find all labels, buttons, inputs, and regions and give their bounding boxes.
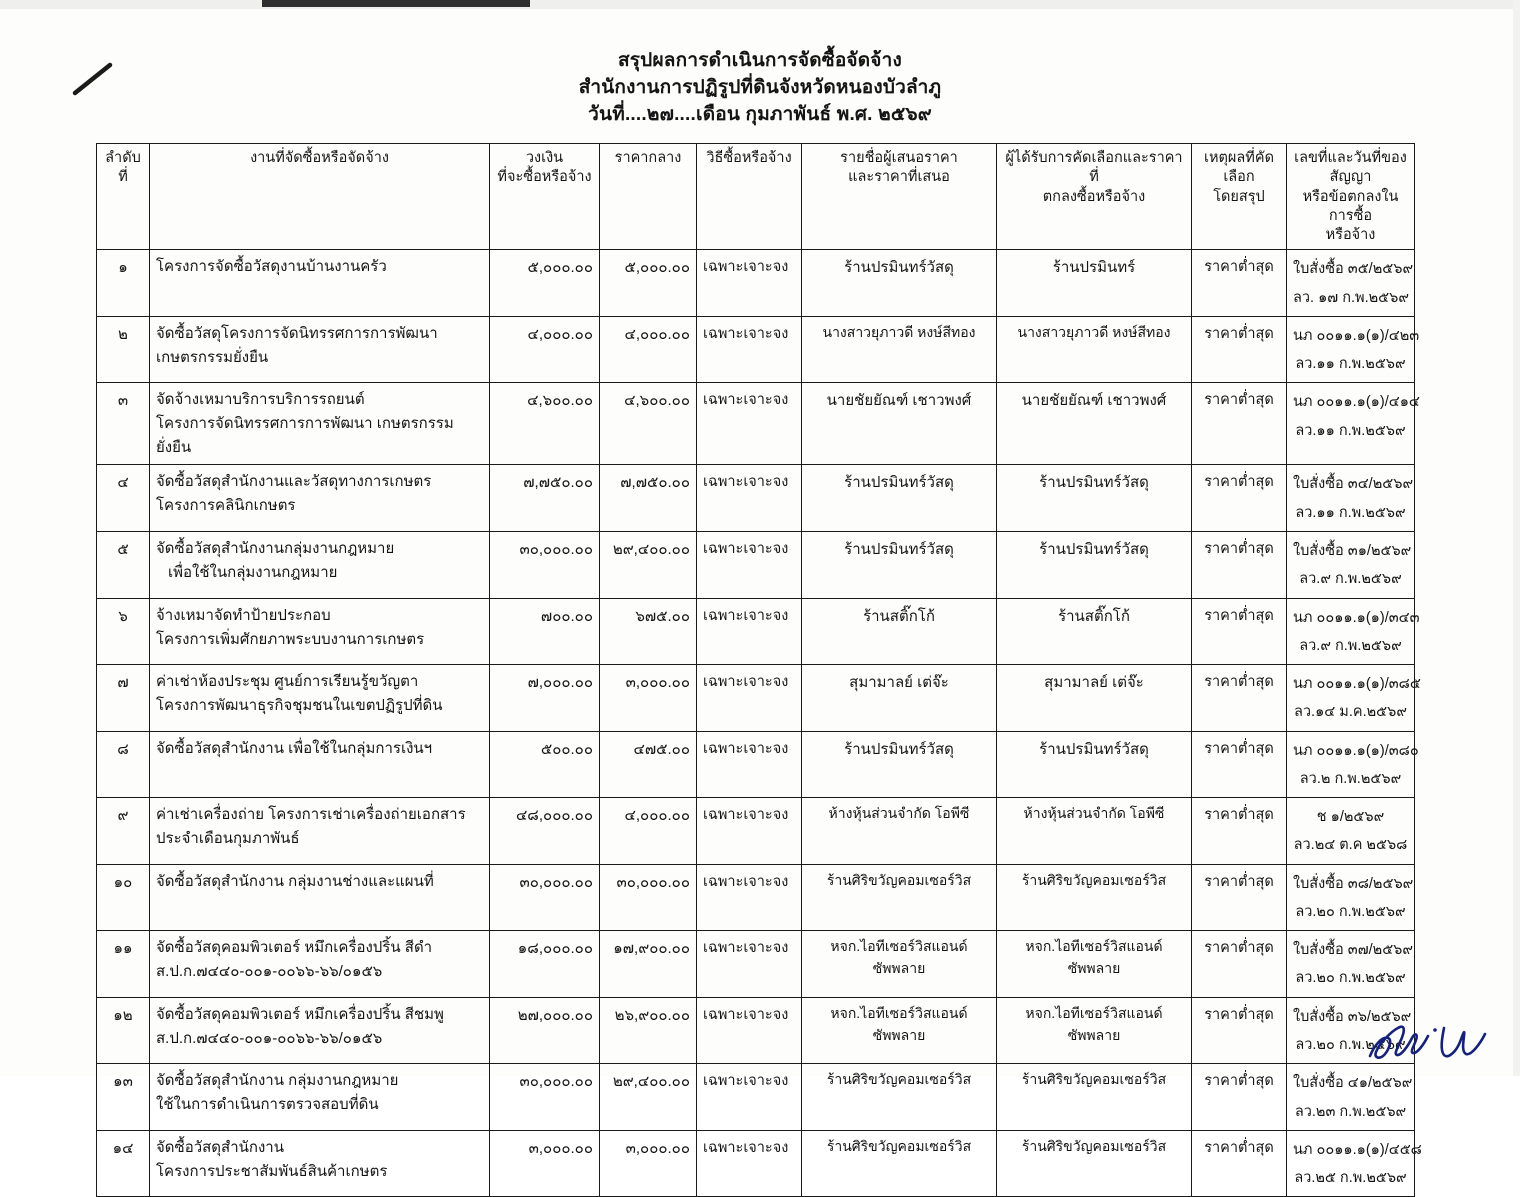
cell-reason: ราคาต่ำสุด [1192,665,1287,732]
cell-contract [1287,465,1415,532]
column-header-contract-line2: หรือข้อตกลงในการซื้อ [1302,188,1399,224]
column-header-budget [490,144,600,250]
contract-date: ลว.๒๐ ก.พ.๒๕๖๙ [1295,1036,1406,1053]
contract-number: นภ ๐๐๑๑.๑(๑)/๔๒๓ [1293,327,1420,344]
cell-budget: ๓๐,๐๐๐.๐๐ [490,532,600,599]
contract-number: ช ๑/๒๕๖๙ [1316,809,1385,826]
cell-method: เฉพาะเจาะจง [697,1064,802,1131]
cell-winner: ร้านปรมินทร์ [997,250,1192,317]
cell-work [150,465,490,532]
cell-reason: ราคาต่ำสุด [1192,532,1287,599]
cell-method: เฉพาะเจาะจง [697,931,802,998]
cell-budget: ๗,๐๐๐.๐๐ [490,665,600,732]
cell-bidder: ร้านศิริขวัญคอมเซอร์วิส [802,1064,997,1131]
contract-number: ใบสั่งซื้อ ๓๘/๒๕๖๙ [1293,875,1414,892]
work-line-2: ประจำเดือนกุมภาพันธ์ [156,830,300,848]
table-row [97,383,1415,465]
work-line-2: โครงการคลินิกเกษตร [156,497,296,515]
cell-budget: ๔,๐๐๐.๐๐ [490,316,600,383]
contract-date: ลว.๒ ก.พ.๒๕๖๙ [1299,770,1402,787]
cell-budget: ๗๐๐.๐๐ [490,598,600,665]
work-line-1: จัดซื้อวัสดุสำนักงานและวัสดุทางการเกษตร [156,473,432,491]
cell-reason: ราคาต่ำสุด [1192,798,1287,865]
column-header-bidders-line1: รายชื่อผู้เสนอราคา [840,150,958,166]
contract-number: ใบสั่งซื้อ ๓๗/๒๕๖๙ [1293,942,1413,959]
contract-number: ใบสั่งซื้อ ๓๕/๒๕๖๙ [1293,261,1414,278]
cell-budget: ๔,๖๐๐.๐๐ [490,383,600,465]
cell-budget: ๓,๐๐๐.๐๐ [490,1130,600,1197]
column-header-budget-line1: วงเงิน [525,150,564,166]
contract-date: ลว.๒๓ ก.พ.๒๕๖๙ [1294,1103,1407,1120]
work-line-1: จัดซื้อวัสดุสำนักงาน เพื่อใช้ในกลุ่มการเงินฯ [156,739,433,757]
title-line-2: สำนักงานการปฏิรูปที่ดินจังหวัดหนองบัวลำภู [578,76,942,98]
cell-budget: ๕๐๐.๐๐ [490,731,600,798]
contract-date: ลว.๒๔ ต.ค ๒๕๖๘ [1293,837,1408,854]
title-line-1: สรุปผลการดำเนินการจัดซื้อจัดจ้าง [617,50,902,71]
cell-bidder: หจก.ไอทีเซอร์วิสแอนด์ซัพพลาย [802,997,997,1064]
cell-seq: ๑๐ [97,864,150,931]
cell-budget: ๓๐,๐๐๐.๐๐ [490,864,600,931]
cell-seq: ๔ [97,465,150,532]
contract-number: นภ ๐๐๑๑.๑(๑)/๓๘๕ [1293,676,1421,693]
cell-median-price: ๑๗,๙๐๐.๐๐ [600,931,697,998]
cell-reason: ราคาต่ำสุด [1192,1130,1287,1197]
cell-median-price: ๓,๐๐๐.๐๐ [600,665,697,732]
cell-bidder: นางสาวยุภาวดี หงษ์สีทอง [802,316,997,383]
cell-winner: ร้านศิริขวัญคอมเซอร์วิส [997,1130,1192,1197]
header-row [97,144,1415,250]
cell-winner: หจก.ไอทีเซอร์วิสแอนด์ซัพพลาย [997,931,1192,998]
contract-date: ลว.๑๑ ก.พ.๒๕๖๙ [1295,504,1406,521]
cell-budget: ๔๘,๐๐๐.๐๐ [490,798,600,865]
scan-edge-top [0,0,1520,9]
cell-median-price: ๓,๐๐๐.๐๐ [600,1130,697,1197]
work-line-1: จัดซื้อวัสดุสำนักงาน กลุ่มงานช่างและแผนที่ [156,872,434,890]
cell-contract [1287,383,1420,465]
cell-winner: นางสาวยุภาวดี หงษ์สีทอง [997,316,1192,383]
work-line-2: ส.ป.ก.๗๔๔๐-๐๐๑-๐๐๖๖-๖๖/๐๑๕๖ [156,1029,383,1047]
cell-winner: ร้านศิริขวัญคอมเซอร์วิส [997,1064,1192,1131]
cell-work [150,864,490,931]
cell-median-price: ๗,๗๕๐.๐๐ [600,465,697,532]
approver-signature [1352,1012,1502,1070]
cell-median-price: ๒๙,๔๐๐.๐๐ [600,1064,697,1131]
cell-method: เฉพาะเจาะจง [697,997,802,1064]
work-line-2: ส.ป.ก.๗๔๔๐-๐๐๑-๐๐๖๖-๖๖/๐๑๕๖ [156,963,383,981]
cell-winner: ร้านปรมินทร์วัสดุ [997,731,1192,798]
cell-contract [1287,731,1419,798]
cell-winner: ร้านปรมินทร์วัสดุ [997,465,1192,532]
work-line-1: จัดซื้อวัสดุสำนักงานกลุ่มงานกฎหมาย [156,540,395,557]
cell-method: เฉพาะเจาะจง [697,532,802,599]
cell-median-price: ๖๗๕.๐๐ [600,598,697,665]
cell-work [150,598,490,665]
contract-number: นภ ๐๐๑๑.๑(๑)/๓๔๓ [1293,609,1420,626]
cell-contract [1287,931,1415,998]
cell-contract [1287,598,1420,665]
cell-median-price: ๔,๐๐๐.๐๐ [600,798,697,865]
cell-seq: ๘ [97,731,150,798]
work-line-1: จัดซื้อวัสดุคอมพิวเตอร์ หมึกเครื่องปริ้น สีดำ [156,939,433,957]
cell-seq: ๒ [97,316,150,383]
column-header-work: งานที่จัดซื้อหรือจัดจ้าง [150,144,490,250]
cell-method: เฉพาะเจาะจง [697,864,802,931]
cell-seq: ๑๔ [97,1130,150,1197]
table-row [97,731,1415,798]
work-line-2: ใช้ในการดำเนินการตรวจสอบที่ดิน [156,1096,379,1114]
column-header-contract-line1: เลขที่และวันที่ของสัญญา [1294,150,1407,186]
cell-contract [1287,1130,1422,1197]
work-line-1: จัดซื้อวัสดุโครงการจัดนิทรรศการการพัฒนา [156,324,438,342]
title-line-3: วันที่....๒๗....เดือน กุมภาพันธ์ พ.ศ. ๒๕๖๙ [588,103,932,125]
table-row [97,798,1415,865]
cell-bidder: ร้านศิริขวัญคอมเซอร์วิส [802,864,997,931]
cell-bidder: หจก.ไอทีเซอร์วิสแอนด์ซัพพลาย [802,931,997,998]
table-row [97,465,1415,532]
cell-bidder: ร้านปรมินทร์วัสดุ [802,731,997,798]
cell-median-price: ๒๖,๙๐๐.๐๐ [600,997,697,1064]
cell-reason: ราคาต่ำสุด [1192,316,1287,383]
column-header-bidders [802,144,997,250]
cell-work [150,250,490,317]
column-header-winner [997,144,1192,250]
cell-method: เฉพาะเจาะจง [697,665,802,732]
cell-reason: ราคาต่ำสุด [1192,1064,1287,1131]
cell-reason: ราคาต่ำสุด [1192,997,1287,1064]
cell-contract [1287,864,1415,931]
table-row [97,532,1415,599]
table-row [97,665,1415,732]
cell-bidder: ร้านศิริขวัญคอมเซอร์วิส [802,1130,997,1197]
cell-winner: ร้านศิริขวัญคอมเซอร์วิส [997,864,1192,931]
contract-date: ลว.๑๔ ม.ค.๒๕๖๙ [1294,704,1407,721]
cell-winner: สุมามาลย์ เต่จ๊ะ [997,665,1192,732]
table-row [97,316,1415,383]
cell-method: เฉพาะเจาะจง [697,383,802,465]
contract-number: ใบสั่งซื้อ ๓๖/๒๕๖๙ [1293,1008,1412,1025]
work-line-1: จัดซื้อวัสดุคอมพิวเตอร์ หมึกเครื่องปริ้น สีชมพู [156,1005,444,1023]
work-line-1: จัดซื้อวัสดุสำนักงาน กลุ่มงานกฎหมาย [156,1072,399,1090]
cell-reason: ราคาต่ำสุด [1192,731,1287,798]
cell-seq: ๕ [97,532,150,599]
contract-number: นภ ๐๐๑๑.๑(๑)/๓๘๐ [1293,742,1419,759]
cell-work [150,316,490,383]
work-line-1: โครงการจัดซื้อวัสดุงานบ้านงานครัว [156,258,387,276]
cell-method: เฉพาะเจาะจง [697,1130,802,1197]
cell-contract [1287,532,1415,599]
cell-method: เฉพาะเจาะจง [697,798,802,865]
contract-number: นภ ๐๐๑๑.๑(๑)/๔๑๔ [1293,394,1420,411]
cell-contract [1287,798,1415,865]
cell-reason: ราคาต่ำสุด [1192,383,1287,465]
cell-bidder: นายชัยยัณฑ์ เชาวพงศ์ [802,383,997,465]
cell-winner: ร้านปรมินทร์วัสดุ [997,532,1192,599]
cell-seq: ๑๓ [97,1064,150,1131]
work-line-2: โครงการพัฒนาธุรกิจชุมชนในเขตปฏิรูปที่ดิน [156,697,443,715]
cell-bidder: ร้านปรมินทร์วัสดุ [802,250,997,317]
column-header-bidders-line2: และราคาที่เสนอ [848,169,950,186]
work-line-1: ค่าเช่าห้องประชุม ศูนย์การเรียนรู้ขวัญตา [156,673,419,691]
cell-budget: ๗,๗๕๐.๐๐ [490,465,600,532]
work-line-2: โครงการประชาสัมพันธ์สินค้าเกษตร [156,1162,388,1180]
table-row [97,864,1415,931]
contract-number: ใบสั่งซื้อ ๔๑/๒๕๖๙ [1293,1075,1413,1092]
scan-edge-top-dark [262,0,530,7]
column-header-winner-line2: ตกลงซื้อหรือจ้าง [1042,188,1146,205]
table-row [97,598,1415,665]
column-header-contract-line3: หรือจ้าง [1325,227,1376,244]
cell-seq: ๑๒ [97,997,150,1064]
cell-work [150,997,490,1064]
contract-date: ลว.๑๑ ก.พ.๒๕๖๙ [1295,422,1406,439]
contract-date: ลว.๒๐ ก.พ.๒๕๖๙ [1295,903,1406,920]
cell-bidder: ร้านปรมินทร์วัสดุ [802,465,997,532]
cell-work [150,1064,490,1131]
cell-work [150,1130,490,1197]
document-title [0,48,1520,129]
cell-bidder: สุมามาลย์ เต่จ๊ะ [802,665,997,732]
cell-contract [1287,316,1420,383]
column-header-reason-line2: โดยสรุป [1213,188,1265,205]
cell-seq: ๓ [97,383,150,465]
table-row [97,1130,1415,1197]
cell-work [150,798,490,865]
contract-number: ใบสั่งซื้อ ๓๑/๒๕๖๙ [1293,543,1412,559]
cell-seq: ๑๑ [97,931,150,998]
work-line-2: เพื่อใช้ในกลุ่มงานกฎหมาย [168,564,338,581]
contract-date: ลว.๑๑ ก.พ.๒๕๖๙ [1295,356,1406,373]
cell-median-price: ๕,๐๐๐.๐๐ [600,250,697,317]
cell-contract [1287,1064,1415,1131]
cell-reason: ราคาต่ำสุด [1192,598,1287,665]
contract-date: ลว.๒๕ ก.พ.๒๕๖๙ [1294,1170,1407,1187]
cell-work [150,731,490,798]
cell-work [150,532,490,599]
cell-budget: ๒๗,๐๐๐.๐๐ [490,997,600,1064]
cell-median-price: ๓๐,๐๐๐.๐๐ [600,864,697,931]
work-line-1: จัดจ้างเหมาบริการบริการรถยนต์ [156,391,365,409]
cell-work [150,931,490,998]
cell-method: เฉพาะเจาะจง [697,598,802,665]
cell-contract [1287,665,1421,732]
cell-method: เฉพาะเจาะจง [697,465,802,532]
cell-method: เฉพาะเจาะจง [697,731,802,798]
column-header-contract [1287,144,1415,250]
work-line-2: โครงการจัดนิทรรศการการพัฒนา เกษตรกรรมยั่งยืน [156,415,454,457]
work-line-1: จัดซื้อวัสดุสำนักงาน [156,1138,284,1156]
cell-method: เฉพาะเจาะจง [697,316,802,383]
cell-median-price: ๔๗๕.๐๐ [600,731,697,798]
cell-work [150,665,490,732]
cell-winner: หจก.ไอทีเซอร์วิสแอนด์ซัพพลาย [997,997,1192,1064]
column-header-reason [1192,144,1287,250]
column-header-median-price: ราคากลาง [600,144,697,250]
column-header-seq: ลำดับที่ [97,144,150,250]
cell-bidder: ร้านสติ๊กโก้ [802,598,997,665]
cell-median-price: ๔,๖๐๐.๐๐ [600,383,697,465]
cell-seq: ๖ [97,598,150,665]
table-row [97,250,1415,317]
procurement-summary-table [96,143,1422,1197]
scan-edge-right [1513,0,1520,1076]
contract-number: นภ ๐๐๑๑.๑(๑)/๔๕๘ [1293,1141,1422,1158]
cell-contract [1287,250,1415,317]
cell-reason: ราคาต่ำสุด [1192,931,1287,998]
cell-bidder: ห้างหุ้นส่วนจำกัด โอพีซี [802,798,997,865]
cell-reason: ราคาต่ำสุด [1192,864,1287,931]
work-line-1: จ้างเหมาจัดทำป้ายประกอบ [156,606,331,624]
contract-date: ลว.๙ ก.พ.๒๕๖๙ [1299,637,1402,654]
cell-median-price: ๔,๐๐๐.๐๐ [600,316,697,383]
cell-seq: ๑ [97,250,150,317]
cell-reason: ราคาต่ำสุด [1192,250,1287,317]
contract-number: ใบสั่งซื้อ ๓๔/๒๕๖๙ [1293,476,1414,493]
cell-winner: นายชัยยัณฑ์ เชาวพงศ์ [997,383,1192,465]
work-line-2: เกษตรกรรมยั่งยืน [156,348,269,366]
cell-winner: ร้านสติ๊กโก้ [997,598,1192,665]
table-row [97,997,1415,1064]
cell-budget: ๕,๐๐๐.๐๐ [490,250,600,317]
contract-date: ลว.๙ ก.พ.๒๕๖๙ [1299,571,1402,588]
table-row [97,931,1415,998]
table-body [97,250,1422,1197]
cell-work [150,383,490,465]
column-header-winner-line1: ผู้ได้รับการคัดเลือกและราคาที่ [1005,150,1183,186]
column-header-budget-line2: ที่จะซื้อหรือจ้าง [497,169,592,186]
contract-date: ลว.๒๐ ก.พ.๒๕๖๙ [1295,970,1406,987]
table-header [97,144,1415,250]
cell-median-price: ๒๙,๔๐๐.๐๐ [600,532,697,599]
work-line-2: โครงการเพิ่มศักยภาพระบบงานการเกษตร [156,630,425,648]
column-header-reason-line1: เหตุผลที่คัดเลือก [1204,150,1274,186]
cell-seq: ๙ [97,798,150,865]
cell-budget: ๓๐,๐๐๐.๐๐ [490,1064,600,1131]
cell-winner: ห้างหุ้นส่วนจำกัด โอพีซี [997,798,1192,865]
cell-reason: ราคาต่ำสุด [1192,465,1287,532]
cell-seq: ๗ [97,665,150,732]
cell-budget: ๑๘,๐๐๐.๐๐ [490,931,600,998]
contract-date: ลว. ๑๗ ก.พ.๒๕๖๙ [1293,289,1409,306]
table-row [97,1064,1415,1131]
work-line-1: ค่าเช่าเครื่องถ่าย โครงการเช่าเครื่องถ่ายเอกสาร [156,806,466,824]
cell-bidder: ร้านปรมินทร์วัสดุ [802,532,997,599]
cell-method: เฉพาะเจาะจง [697,250,802,317]
column-header-method: วิธีซื้อหรือจ้าง [697,144,802,250]
